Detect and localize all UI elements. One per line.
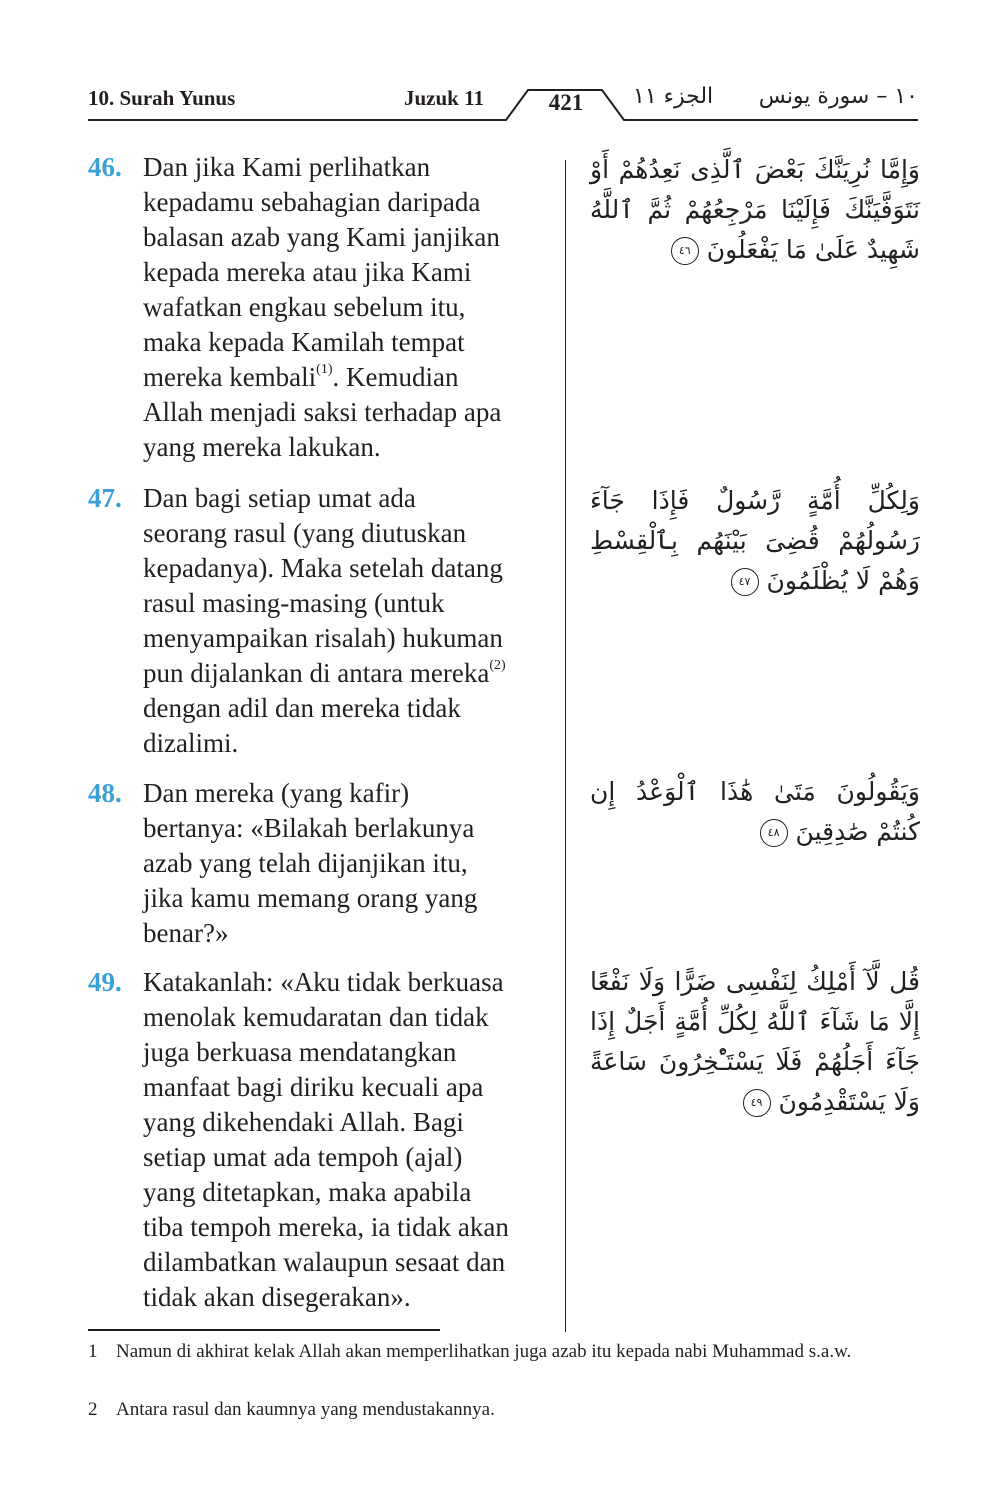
verse-46-arabic <box>590 150 920 270</box>
footnote-rule <box>88 1329 440 1331</box>
footnote-text: Namun di akhirat kelak Allah akan memperlihatkan juga azab itu kepada nabi Muhammad s.a.w. <box>116 1341 852 1362</box>
verse-text <box>143 481 558 761</box>
verse-text-part: dengan adil dan mereka tidak dizalimi. <box>143 693 461 758</box>
juz-title-arabic: الجزء ١١ <box>633 84 714 109</box>
verse-48-translation <box>88 776 558 951</box>
verse-number: 48. <box>88 778 122 808</box>
verse-47-arabic <box>590 481 920 601</box>
footnote-1 <box>88 1338 918 1366</box>
page-header <box>88 84 918 124</box>
juz-title-latin: Juzuk 11 <box>404 86 484 110</box>
verse-number: 47. <box>88 483 122 513</box>
ayah-end-mark: ٤٩ <box>743 1089 771 1117</box>
surah-title-arabic: ١٠ – سورة يونس <box>758 84 918 109</box>
ayah-end-mark: ٤٦ <box>671 237 699 265</box>
verse-text-part: . Kemudian Allah menjadi saksi terhadap apa yang mereka lakukan. <box>143 362 502 462</box>
arabic-text: وَيَقُولُونَ مَتَىٰ هَٰذَا ٱلْوَعْدُ إِن كُنتُمْ صَٰدِقِينَ <box>590 777 920 846</box>
verse-48-arabic <box>590 772 920 852</box>
verse-text-part: Dan bagi setiap umat ada seorang rasul (yang diutuskan kepadanya). Maka setelah datang rasul masing-masing (untuk menyampaikan risalah) hukuman pun dijalankan di antara mereka <box>143 483 503 688</box>
ayah-end-mark: ٤٨ <box>760 819 788 847</box>
verse-46-translation <box>88 150 558 465</box>
page-number: 421 <box>548 90 584 115</box>
arabic-text: قُل لَّآ أَمْلِكُ لِنَفْسِى ضَرًّا وَلَا نَفْعًا إِلَّا مَا شَآءَ ٱللَّهُ لِكُلِّ أُمَّةٍ أَجَلٌ إِذَا جَآءَ أَجَلُهُمْ فَلَا يَسْتَـْٔخِرُونَ سَاعَةً وَلَا يَسْتَقْدِمُونَ <box>590 967 920 1116</box>
footnote-ref: (1) <box>316 362 333 377</box>
surah-title-latin: 10. Surah Yunus <box>88 86 236 110</box>
footnote-number: 2 <box>88 1399 98 1420</box>
arabic-text: وَإِمَّا نُرِيَنَّكَ بَعْضَ ٱلَّذِى نَعِدُهُمْ أَوْ نَتَوَفَّيَنَّكَ فَإِلَيْنَا مَرْجِعُهُمْ ثُمَّ ٱللَّهُ شَهِيدٌ عَلَىٰ مَا يَفْعَلُونَ <box>590 155 920 264</box>
footnote-text: Antara rasul dan kaumnya yang mendustakannya. <box>116 1399 495 1420</box>
verse-number: 46. <box>88 152 122 182</box>
verse-number: 49. <box>88 967 122 997</box>
verse-47-translation <box>88 481 558 761</box>
verse-text: Katakanlah: «Aku tidak berkuasa menolak kemudaratan dan tidak juga berkuasa mendatangkan manfaat bagi diriku kecuali apa yang dikehendaki Allah. Bagi setiap umat ada tempoh (ajal) yang ditetapkan, maka apabila tiba tempoh mereka, ia tidak akan dilambatkan walaupun sesaat dan tidak akan disegerakan». <box>143 967 509 1312</box>
ayah-end-mark: ٤٧ <box>731 568 759 596</box>
verse-49-translation <box>88 965 558 1315</box>
arabic-text: وَلِكُلِّ أُمَّةٍ رَّسُولٌ فَإِذَا جَآءَ رَسُولُهُمْ قُضِىَ بَيْنَهُم بِٱلْقِسْطِ وَهُمْ لَا يُظْلَمُونَ <box>590 486 920 595</box>
verse-text-part: Dan jika Kami perlihatkan kepadamu sebahagian daripada balasan azab yang Kami janjikan kepada mereka atau jika Kami wafatkan engkau sebelum itu, maka kepada Kamilah tempat mereka kembali <box>143 152 500 392</box>
verse-text <box>143 150 558 465</box>
verse-49-arabic <box>590 962 920 1122</box>
column-divider <box>565 160 566 1332</box>
footnote-2 <box>88 1396 918 1424</box>
footnote-number: 1 <box>88 1341 98 1362</box>
verse-text: Dan mereka (yang kafir) bertanya: «Bilakah berlakunya azab yang telah dijanjikan itu, jika kamu memang orang yang benar?» <box>143 778 478 948</box>
footnote-ref: (2) <box>489 658 506 673</box>
